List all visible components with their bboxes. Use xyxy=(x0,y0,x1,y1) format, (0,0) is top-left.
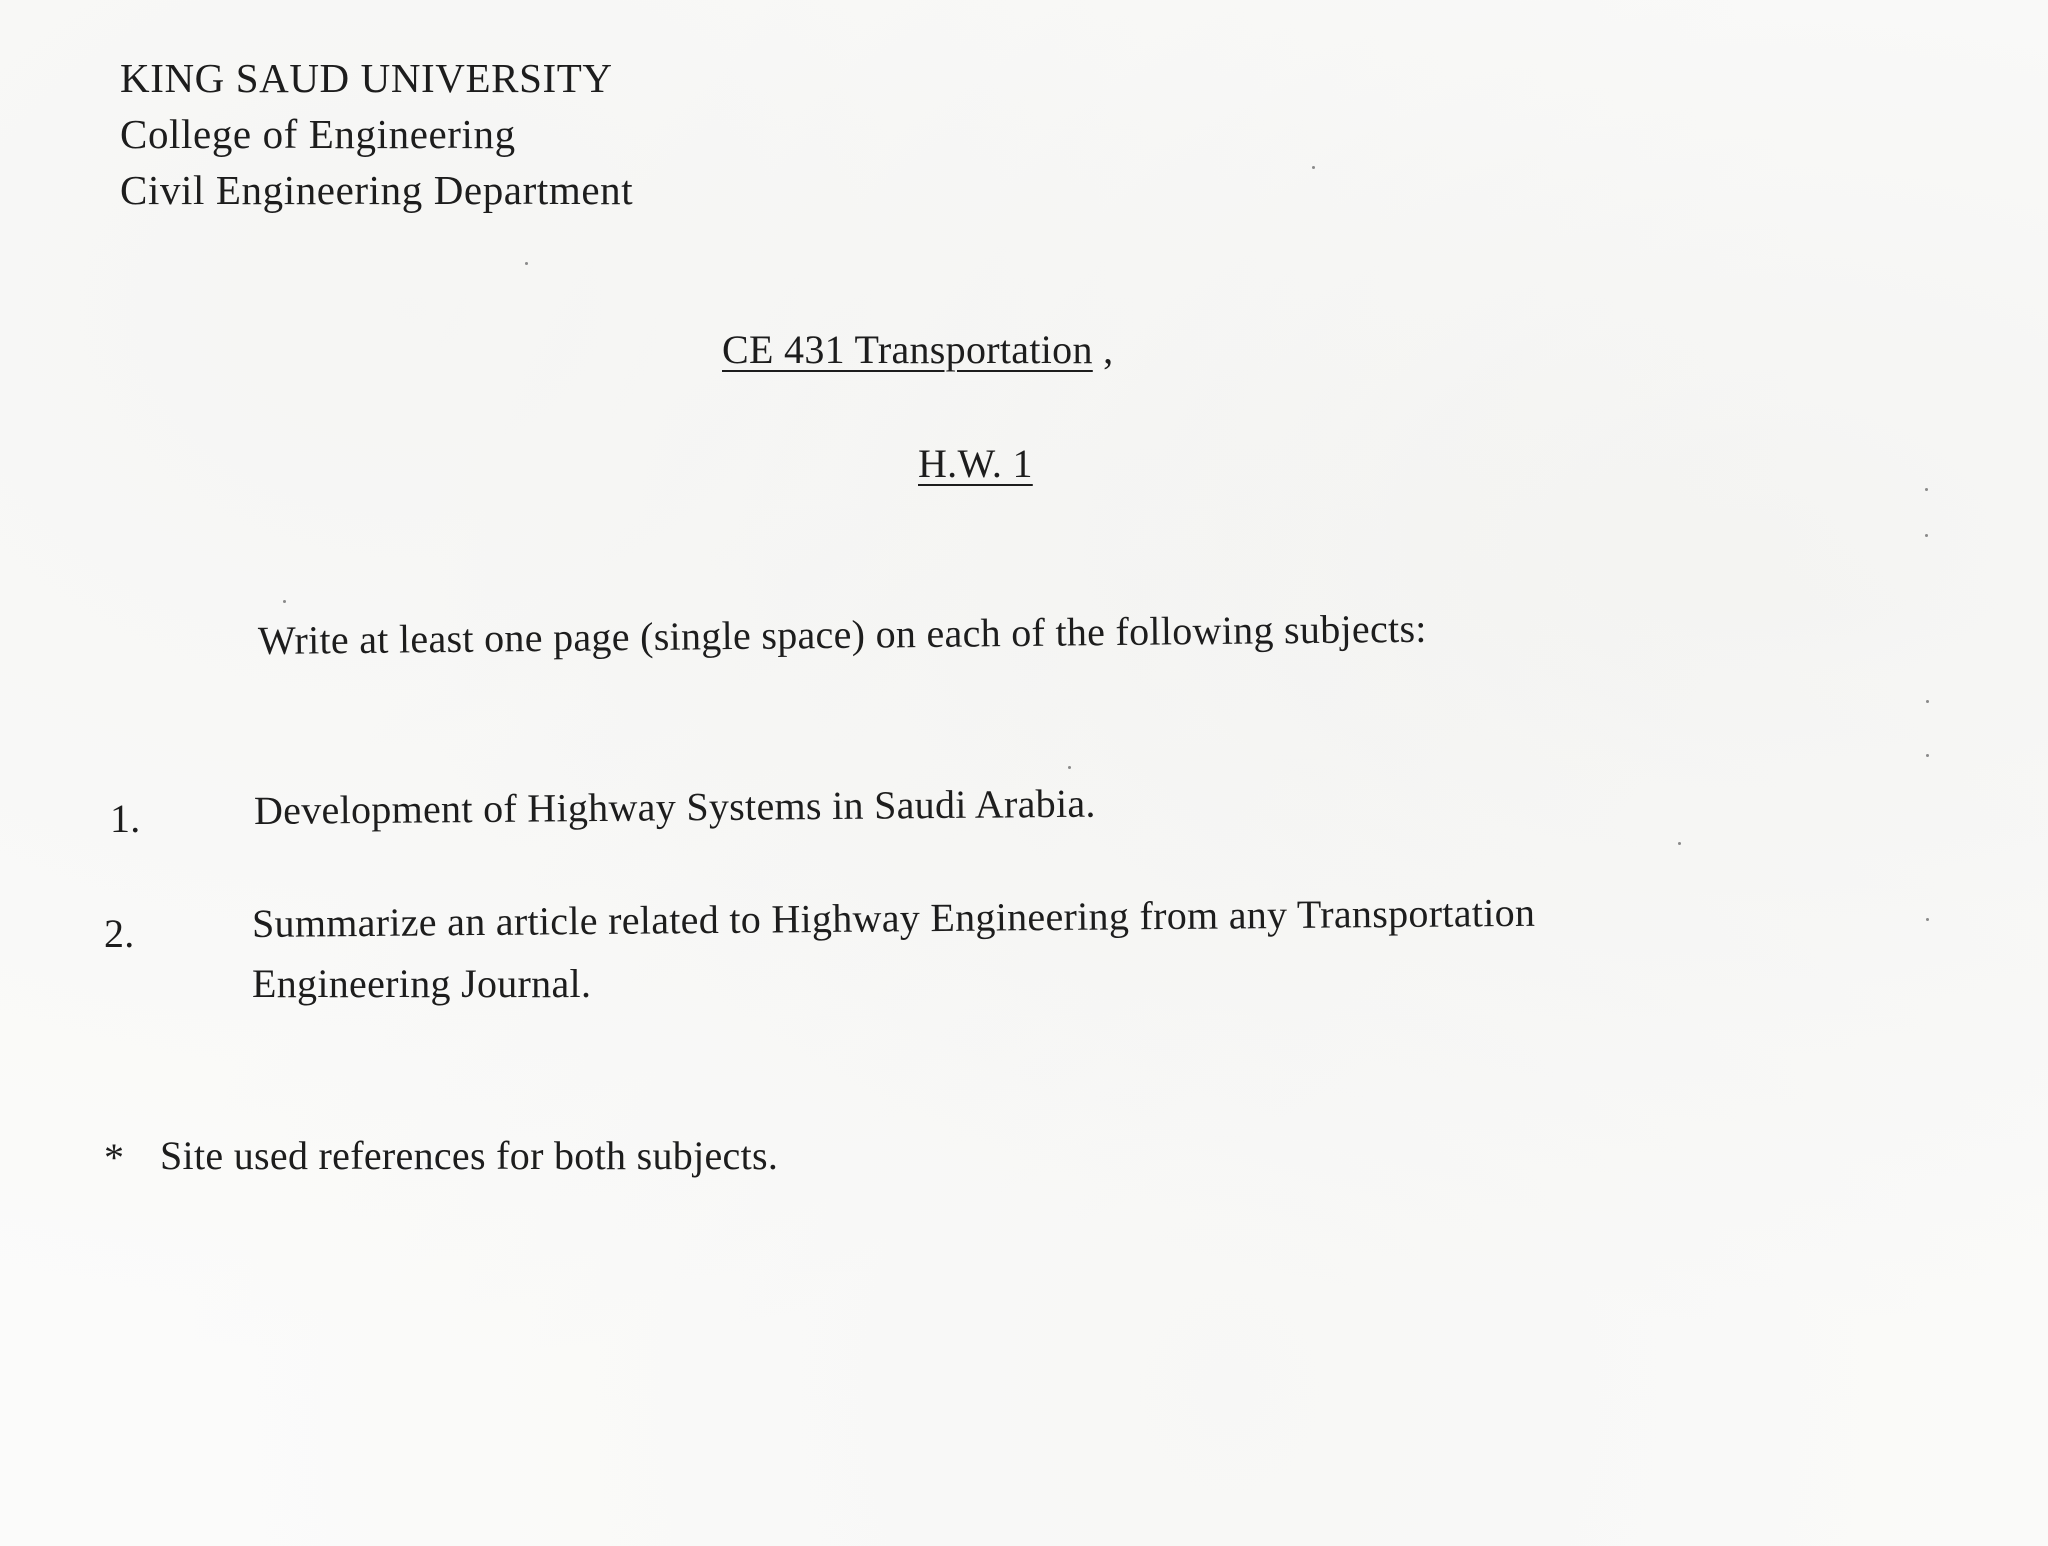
scan-speck xyxy=(1926,754,1929,757)
item-number: 2. xyxy=(104,911,135,956)
course-code-title: CE 431 Transportation xyxy=(722,327,1093,372)
scan-speck xyxy=(1925,488,1928,491)
assignment-title: H.W. 1 xyxy=(918,441,1033,486)
scan-speck xyxy=(283,600,286,603)
course-trailing-mark: , xyxy=(1103,327,1114,372)
scan-speck xyxy=(1925,534,1928,537)
scan-speck xyxy=(1678,842,1681,845)
item-text-line: Summarize an article related to Highway Engineering from any Transportation xyxy=(251,889,1536,946)
item-text-line: Engineering Journal. xyxy=(252,961,592,1006)
scan-speck xyxy=(525,262,528,265)
note-asterisk: * xyxy=(104,1135,125,1180)
university-name: KING SAUD UNIVERSITY xyxy=(120,55,613,101)
course-heading xyxy=(722,326,1113,374)
scan-speck xyxy=(1926,700,1929,703)
scan-speck xyxy=(1068,766,1071,769)
item-text-line: Development of Highway Systems in Saudi Arabia. xyxy=(253,780,1096,833)
college-name: College of Engineering xyxy=(120,111,516,157)
scan-speck xyxy=(1312,166,1315,169)
department-name: Civil Engineering Department xyxy=(120,167,634,213)
item-number: 1. xyxy=(110,796,141,841)
note-text: Site used references for both subjects. xyxy=(160,1133,779,1178)
instructions-text: Write at least one page (single space) on each of the following subjects: xyxy=(257,605,1427,663)
scan-speck xyxy=(1926,918,1929,921)
